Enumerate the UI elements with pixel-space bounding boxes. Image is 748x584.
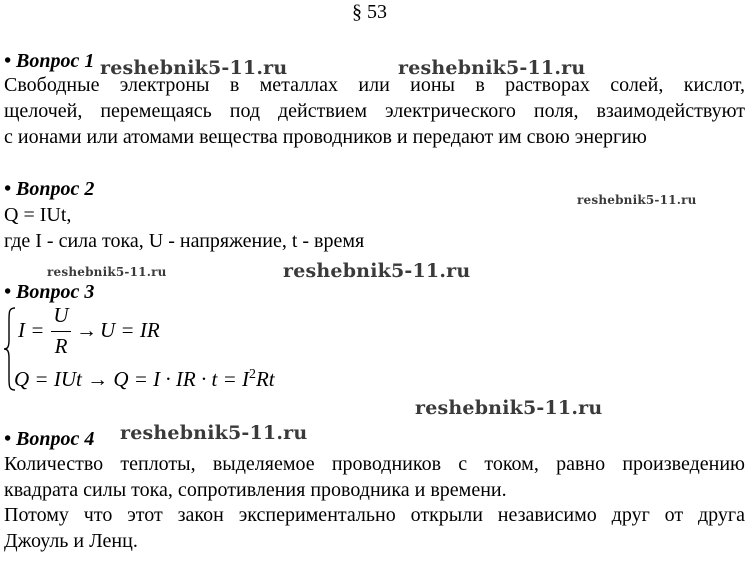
formula-row-1-arrow: → [76, 318, 97, 342]
fraction-bar [51, 331, 71, 332]
watermark-2: reshebnik5-11.ru [398, 57, 586, 79]
formula-row-2-suffix: Rt [255, 367, 275, 391]
question-4-line-1: Количество теплоты, выделяемое проводников с током, равно произведению [4, 453, 745, 475]
watermark-7: reshebnik5-11.ru [120, 422, 308, 444]
watermark-3: reshebnik5-11.ru [577, 193, 697, 207]
question-2-legend: где I - сила тока, U - напряжение, t - время [4, 230, 365, 252]
watermark-4: reshebnik5-11.ru [47, 265, 167, 279]
question-4-line-4: Джоуль и Ленц. [4, 530, 138, 552]
formula-row-1-right: U = IR [100, 318, 160, 342]
formula-row-2-superscript: 2 [248, 367, 256, 382]
formula-row-2-prefix: Q = IUt → Q = I · IR · t = I [14, 367, 249, 391]
question-4-heading: • Вопрос 4 [4, 428, 95, 450]
question-4-line-2: квадрата силы тока, сопротивления проводника и времени. [4, 479, 507, 501]
question-3-heading: • Вопрос 3 [4, 281, 95, 303]
question-2-formula: Q = IUt, [4, 204, 72, 226]
question-1-line-1: Свободные электроны в металлах или ионы в растворах солей, кислот, [4, 74, 745, 96]
question-1-line-2: щелочей, перемещаясь под действием электрического поля, взаимодействуют [4, 100, 745, 122]
fraction-denominator: R [54, 334, 68, 358]
question-4-line-3: Потому что этот закон экспериментально открыли независимо друг от друга [4, 504, 745, 526]
question-2-heading: • Вопрос 2 [4, 178, 95, 200]
question-1-heading: • Вопрос 1 [4, 50, 95, 72]
watermark-6: reshebnik5-11.ru [415, 397, 603, 419]
watermark-5: reshebnik5-11.ru [283, 260, 471, 282]
question-1-line-3: с ионами или атомами вещества проводников и передают им свою энергию [4, 126, 647, 148]
section-number: § 53 [352, 1, 387, 23]
formula-row-1-left: I = [18, 318, 45, 342]
fraction-numerator: U [53, 303, 69, 327]
watermark-1: reshebnik5-11.ru [100, 57, 288, 79]
formula-row-2 [14, 367, 275, 392]
